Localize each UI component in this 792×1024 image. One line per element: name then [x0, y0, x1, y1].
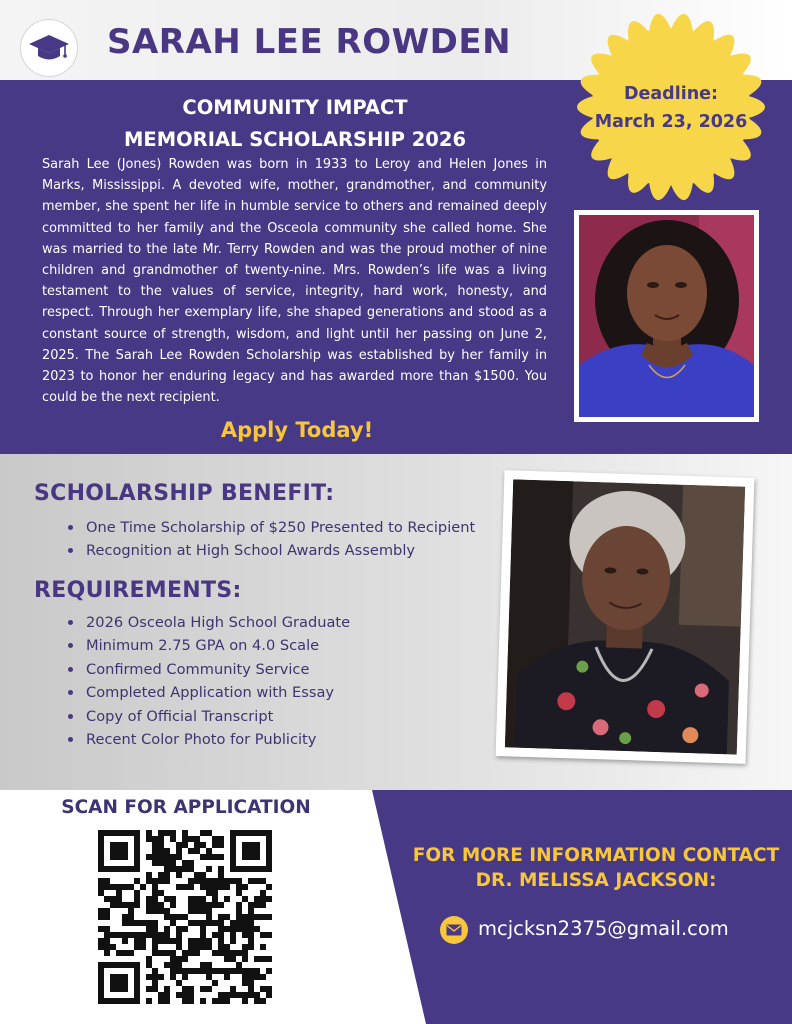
- title-line-2: MEMORIAL SCHOLARSHIP 2026: [123, 128, 467, 151]
- application-qr-code[interactable]: [98, 830, 272, 1004]
- deadline-label: Deadline:: [623, 84, 719, 104]
- apply-today-text: Apply Today!: [220, 418, 374, 442]
- list-item: Completed Application with Essay: [68, 681, 350, 704]
- portrait-photo-2: [496, 470, 755, 764]
- list-item: One Time Scholarship of $250 Presented to Recipient: [68, 516, 475, 539]
- list-item: 2026 Osceola High School Graduate: [68, 611, 350, 634]
- envelope-icon: [440, 916, 468, 944]
- benefit-list: [68, 516, 475, 563]
- list-item: Confirmed Community Service: [68, 658, 350, 681]
- list-item: Recent Color Photo for Publicity: [68, 728, 350, 751]
- list-item: Minimum 2.75 GPA on 4.0 Scale: [68, 634, 350, 657]
- honoree-name: SARAH LEE ROWDEN: [107, 22, 512, 62]
- list-item: Copy of Official Transcript: [68, 705, 350, 728]
- graduation-cap-icon: [27, 33, 71, 63]
- logo: [20, 19, 78, 77]
- title-line-1: COMMUNITY IMPACT: [182, 96, 408, 119]
- portrait-photo-1: [574, 210, 759, 422]
- deadline-date: March 23, 2026: [594, 112, 748, 132]
- scan-title: SCAN FOR APPLICATION: [61, 797, 311, 818]
- scholarship-title: [40, 92, 550, 156]
- contact-line-2: DR. MELISSA JACKSON:: [475, 870, 717, 891]
- deadline-text: [574, 80, 768, 136]
- contact-line-1: FOR MORE INFORMATION CONTACT: [412, 845, 780, 866]
- list-item: Recognition at High School Awards Assembly: [68, 539, 475, 562]
- requirements-heading: REQUIREMENTS:: [34, 578, 242, 603]
- portrait-image-2: [505, 479, 745, 754]
- requirements-list: [68, 611, 350, 751]
- contact-heading: [402, 843, 790, 893]
- biography-text: Sarah Lee (Jones) Rowden was born in 1933 to Leroy and Helen Jones in Marks, Mississippi. A devoted wife, mother, grandmother, and community member, she spent her life in humble service to others and remained deeply committed to her family and the Osceola community she called home. She was married to the late Mr. Terry Rowden and was the proud mother of nine children and grandmother of twenty-nine. Mrs. Rowden’s life was a living testament to the values of service, integrity, hard work, honesty, and respect. Through her exemplary life, she shaped generations and stood as a constant source of strength, wisdom, and light until her passing on June 2, 2025. The Sarah Lee Rowden Scholarship was established by her family in 2023 to honor her enduring legacy and has awarded more than $1500. You could be the next recipient.: [42, 157, 547, 406]
- contact-email[interactable]: mcjcksn2375@gmail.com: [478, 917, 729, 940]
- benefit-heading: SCHOLARSHIP BENEFIT:: [34, 481, 335, 506]
- portrait-image-1: [579, 215, 754, 417]
